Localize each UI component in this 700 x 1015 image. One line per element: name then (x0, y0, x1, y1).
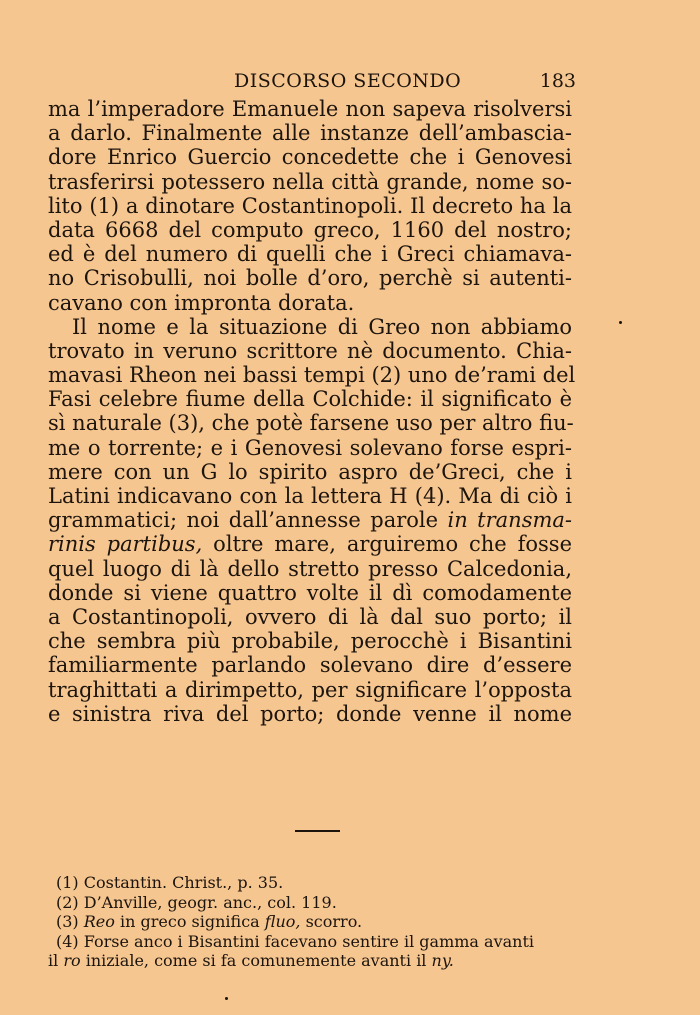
text-line: data 6668 del computo greco, 1160 del nostro; (48, 217, 572, 242)
text-line: a darlo. Finalmente alle instanze dell’ambascia- (48, 121, 572, 146)
footnote-3 (56, 912, 571, 932)
text-line: ed è del numero di quelli che i Greci chiamava- (48, 242, 572, 267)
text-line: familiarmente parlando solevano dire d’essere (48, 653, 572, 678)
italic-term: ny. (431, 951, 454, 970)
text-line: cavano con impronta dorata. (48, 290, 355, 315)
text-segment: scorro. (300, 912, 363, 931)
text-line: sì naturale (3), che potè farsene uso per altro fiu- (48, 411, 574, 436)
text-segment: iniziale, come si fa comunemente avanti il (80, 951, 432, 970)
text-line: dore Enrico Guercio concedette che i Genovesi (48, 145, 572, 170)
print-speck (225, 997, 228, 1000)
running-title: DISCORSO SECONDO (234, 70, 462, 92)
footnote-1: (1) Costantin. Christ., p. 35. (56, 873, 284, 892)
text-line: traghittati a dirimpetto, per significare l’opposta (48, 677, 572, 702)
text-line: mavasi Rheon nei bassi tempi (2) uno de’rami del (48, 363, 576, 388)
text-line: che sembra più probabile, perocchè i Bisantini (48, 629, 572, 654)
text-line: no Crisobulli, noi bolle d’oro, perchè si autenti- (48, 266, 572, 291)
text-line: me o torrente; e i Genovesi solevano forse espri- (48, 435, 572, 460)
text-line: quel luogo di là dello stretto presso Calcedonia, (48, 556, 572, 581)
text-line: Fasi celebre fiume della Colchide: il significato è (48, 387, 572, 412)
text-line: ma l’imperadore Emanuele non sapeva risolversi (48, 97, 572, 121)
text-line (48, 508, 572, 532)
text-segment: grammatici; noi dall’annesse parole (48, 508, 448, 533)
footnote-separator (295, 830, 340, 832)
footnote-4: (4) Forse anco i Bisantini facevano sentire il gamma avanti (56, 931, 534, 951)
text-line: lito (1) a dinotare Costantinopoli. Il decreto ha la (48, 193, 572, 218)
text-segment: oltre mare, arguiremo che fosse (202, 532, 573, 557)
text-line: a Costantinopoli, ovvero di là dal suo porto; il (48, 604, 572, 629)
italic-phrase: in transma- (447, 508, 572, 533)
text-line: Latini indicavano con la lettera H (4). Ma di ciò i (48, 484, 572, 508)
text-segment: in greco significa (114, 912, 265, 931)
main-text (48, 97, 576, 726)
footnote-4-continuation (48, 951, 571, 971)
page-number: 183 (539, 70, 576, 92)
text-line: mere con un G lo spirito aspro de’Greci, che i (48, 459, 572, 484)
page-header (48, 70, 576, 94)
print-speck (619, 321, 622, 324)
text-line: Il nome e la situazione di Greo non abbiamo (72, 314, 572, 339)
italic-phrase: rinis partibus, (48, 532, 203, 557)
italic-term: ro (63, 951, 81, 970)
italic-term: fluo, (264, 912, 301, 931)
italic-term: Reo (83, 912, 115, 931)
text-line (48, 532, 572, 556)
text-line: trasferirsi potessero nella città grande, nome so- (48, 169, 572, 194)
text-line: e sinistra riva del porto; donde venne il nome (48, 701, 572, 726)
text-line: trovato in veruno scrittore nè documento. Chia- (48, 338, 572, 363)
footnote-number: (3) (56, 912, 84, 931)
footnotes (48, 873, 571, 971)
text-line: donde si viene quattro volte il dì comodamente (48, 580, 572, 605)
footnote-2: (2) D’Anville, geogr. anc., col. 119. (56, 892, 337, 912)
text-segment: il (48, 951, 64, 970)
